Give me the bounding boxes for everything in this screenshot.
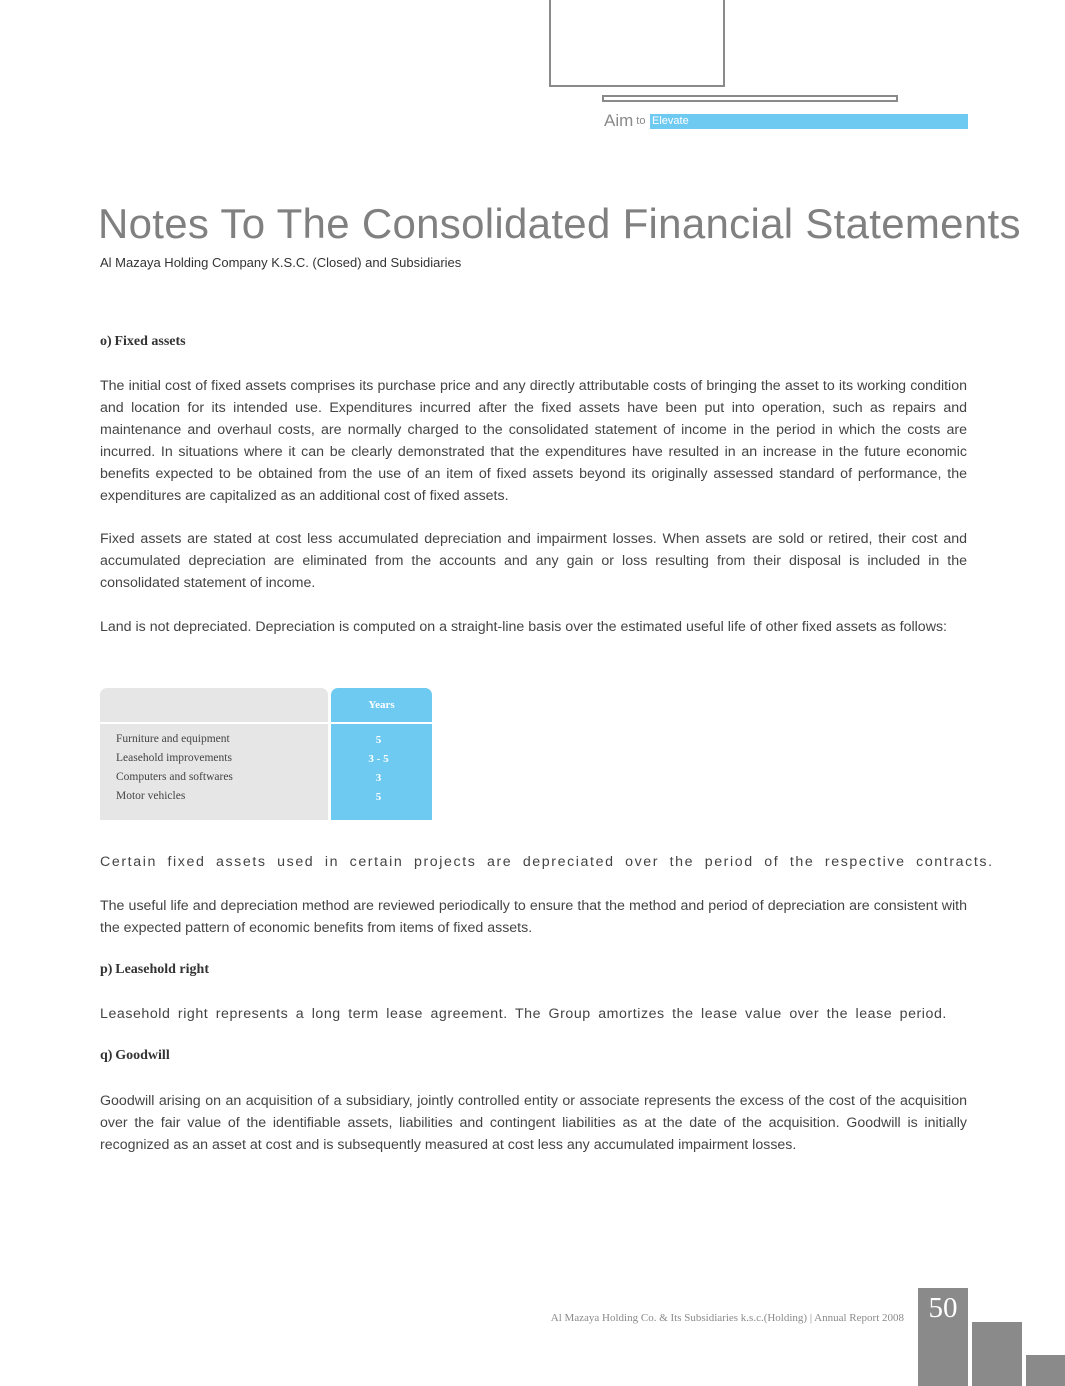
- page-title: Notes To The Consolidated Financial Statements: [98, 200, 1021, 247]
- paragraph-land-depreciation: Land is not depreciated. Depreciation is computed on a straight-line basis over the estimated useful life of other fixed assets as follows:: [100, 619, 947, 635]
- table-row-value: 3: [375, 772, 382, 784]
- tagline-accent-bar: [650, 114, 968, 129]
- footer-step-block: [972, 1322, 1022, 1386]
- section-heading-goodwill: q) Goodwill: [100, 1048, 170, 1063]
- table-row-value: 5: [375, 791, 382, 803]
- table-header-blank: [100, 688, 328, 722]
- table-row-value: 5: [375, 734, 382, 746]
- paragraph-fixed-assets-stated: Fixed assets are stated at cost less accumulated depreciation and impairment losses. When assets are sold or retired, their cost and accumulated depreciation are eliminated from the accounts and any gain or loss resulting from their disposal is included in the consolidated statement of income.: [100, 531, 967, 591]
- footer-report-text: Al Mazaya Holding Co. & Its Subsidiaries k.s.c.(Holding) | Annual Report 2008: [550, 1312, 904, 1324]
- paragraph-fixed-assets-cost: The initial cost of fixed assets comprises its purchase price and any directly attributable costs of bringing the asset to its working condition and location for its intended use. Expenditures incurred after the fixed assets have been put into operation, such as repairs and maintenance and overhaul costs, are normally charged to the consolidated statement of income in the period in which the costs are incurred. In situations where it can be clearly demonstrated that the expenditures have resulted in an increase in the future economic benefits expected to be obtained from the use of an item of fixed assets beyond its originally assessed standard of performance, the expenditures are capitalized as an additional cost of fixed assets.: [100, 378, 967, 504]
- page-number: 50: [928, 1292, 958, 1324]
- table-row-label: Furniture and equipment: [116, 733, 230, 745]
- table-row-value: 3 - 5: [368, 753, 389, 765]
- section-heading-fixed-assets: o) Fixed assets: [100, 334, 186, 349]
- table-header-years: Years: [331, 688, 432, 722]
- paragraph-project-assets: Certain fixed assets used in certain projects are depreciated over the period of the respective contracts.: [100, 854, 994, 870]
- table-row-label: Computers and softwares: [116, 771, 233, 783]
- tagline-aim: Aim: [604, 110, 634, 130]
- page-subtitle: Al Mazaya Holding Company K.S.C. (Closed) and Subsidiaries: [100, 255, 462, 270]
- tagline-to: to: [636, 114, 646, 127]
- depreciation-table: [100, 688, 432, 820]
- paragraph-useful-life-review: The useful life and depreciation method are reviewed periodically to ensure that the method and period of depreciation are consistent with the expected pattern of economic benefits from items of fixed assets.: [100, 898, 967, 936]
- paragraph-goodwill: Goodwill arising on an acquisition of a subsidiary, jointly controlled entity or associate represents the excess of the cost of the acquisition over the fair value of the identifiable assets, liabilities and contingent liabilities as at the date of the acquisition. Goodwill is initially recognized as an asset at cost and is subsequently measured at cost less any accumulated impairment losses.: [100, 1093, 967, 1153]
- paragraph-leasehold: Leasehold right represents a long term lease agreement. The Group amortizes the lease value over the lease period.: [100, 1006, 947, 1022]
- header-frame-bar: [602, 95, 898, 102]
- table-row-label: Motor vehicles: [116, 790, 186, 802]
- table-row-label: Leasehold improvements: [116, 752, 232, 764]
- tagline: [604, 112, 647, 129]
- tagline-elevate: Elevate: [652, 115, 689, 127]
- header-frame-box: [549, 0, 725, 87]
- section-heading-leasehold: p) Leasehold right: [100, 962, 209, 977]
- footer-step-block: [1026, 1355, 1065, 1386]
